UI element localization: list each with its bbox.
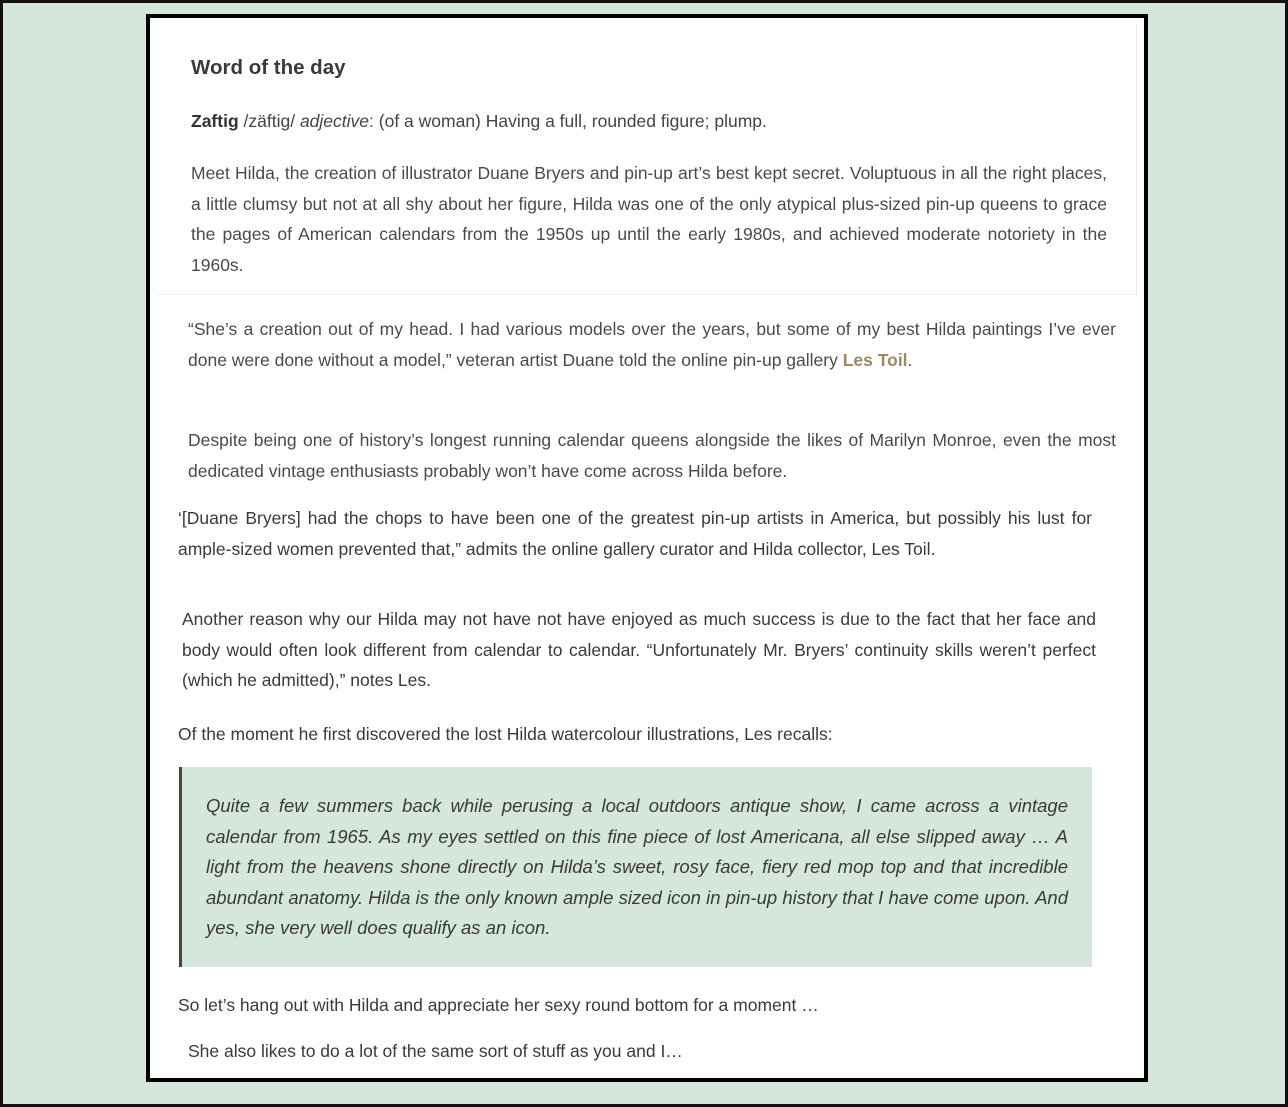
paragraph-intro: Meet Hilda, the creation of illustrator Duane Bryers and pin-up art’s best kept secret. Voluptuous in all the right places, a little clumsy but not at all shy about her figure, Hilda was one of the only atypical plus-sized pin-up queens to grace the pages of American calendars from the 1950s up until the early 1980s, and achieved moderate notoriety in the 1960s.	[191, 163, 1107, 275]
article-frame	[146, 14, 1148, 1082]
paragraph-hang-out: So let’s hang out with Hilda and appreciate her sexy round bottom for a moment …	[178, 995, 819, 1015]
blockquote-text: Quite a few summers back while perusing a local outdoors antique show, I came across a vintage calendar from 1965. As my eyes settled on this fine piece of lost Americana, all else slipped away … A light from the heavens shone directly on Hilda’s sweet, rosy face, fiery red mop top and that incredible abundant anatomy. Hilda is the only known ample sized icon in pin-up history that I have come upon. And yes, she very well does qualify as an icon.	[206, 795, 1068, 938]
blockquote	[179, 767, 1092, 967]
paragraph-recalls: Of the moment he first discovered the lost Hilda watercolour illustrations, Les recalls:	[178, 724, 833, 744]
paragraph-quote-duane	[188, 314, 1116, 375]
pronunciation: /zäftig/	[243, 111, 296, 131]
paragraph-continuity: Another reason why our Hilda may not have not have enjoyed as much success is due to the fact that her face and body would often look different from calendar to calendar. “Unfortunately Mr. Bryers’ continuity skills weren’t perfect (which he admitted),” notes Les.	[182, 609, 1096, 690]
paragraph-curator-quote: ‘[Duane Bryers] had the chops to have been one of the greatest pin-up artists in America, but possibly his lust for ample-sized women prevented that,” admits the online gallery curator and Hilda collector, Les Toil.	[178, 508, 1092, 559]
paragraph-quote-end: .	[907, 349, 913, 370]
les-toil-link[interactable]: Les Toil	[842, 349, 908, 370]
part-of-speech: adjective	[299, 111, 370, 131]
word-of-day-title: Word of the day	[191, 56, 346, 79]
word-definition	[191, 106, 1091, 137]
definition-meaning: : (of a woman) Having a full, rounded figure; plump.	[369, 111, 767, 131]
paragraph-quote-text: “She’s a creation out of my head. I had various models over the years, but some of my best Hilda paintings I’ve ever done were done without a model,” veteran artist Duane told the online pin-up gallery	[188, 319, 1116, 370]
paragraph-also-likes: She also likes to do a lot of the same sort of stuff as you and I…	[188, 1041, 683, 1061]
defined-word: Zaftig	[191, 111, 239, 131]
paragraph-history: Despite being one of history’s longest running calendar queens alongside the likes of Marilyn Monroe, even the most dedicated vintage enthusiasts probably won’t have come across Hilda before.	[188, 430, 1116, 481]
